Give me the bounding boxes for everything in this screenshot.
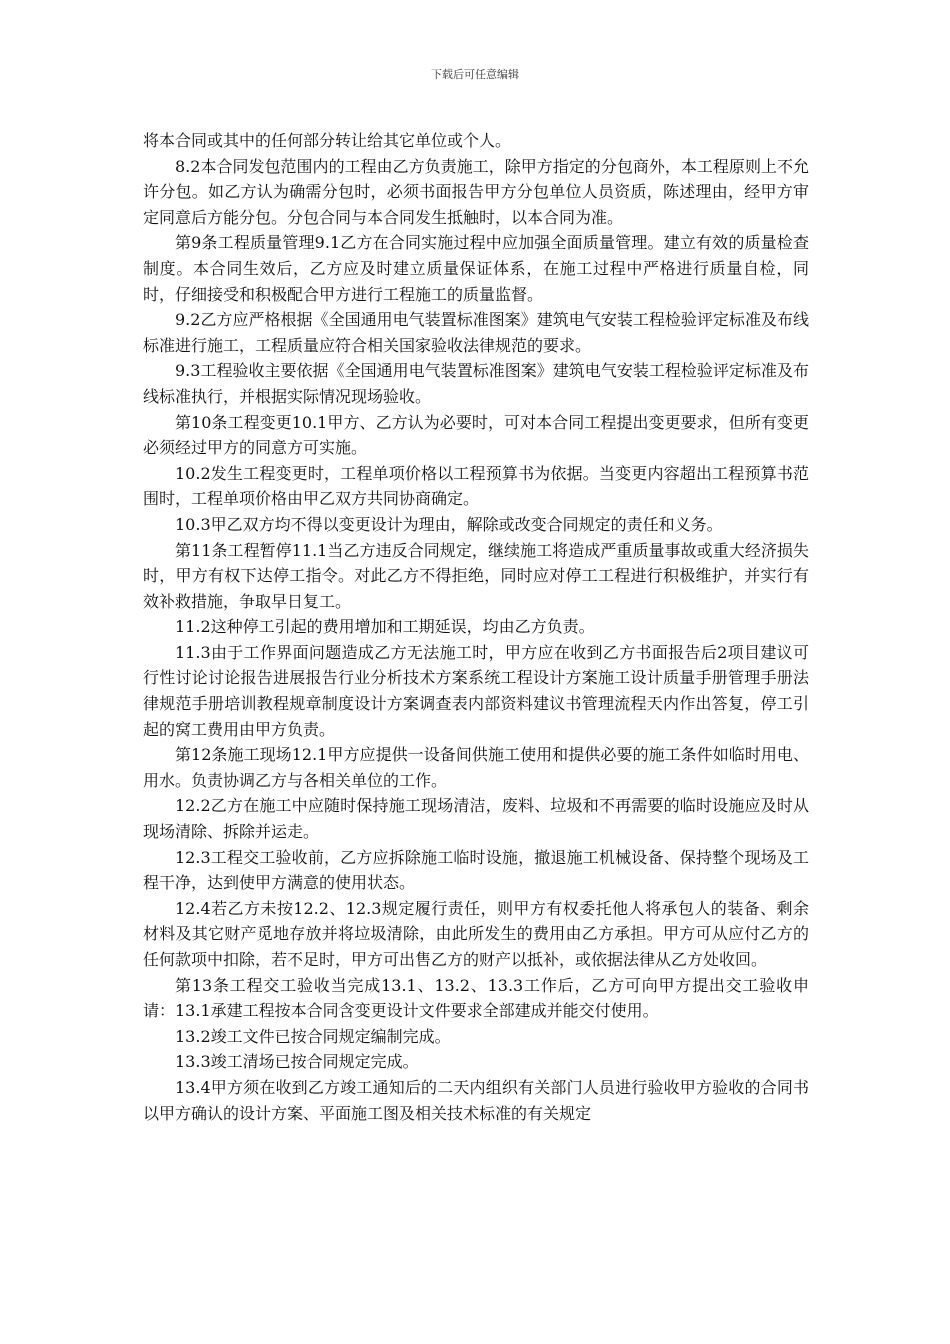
paragraph: 12.2乙方在施工中应随时保持施工现场清洁，废料、垃圾和不再需要的临时设施应及时从现场清除、拆除并运走。 <box>143 796 809 842</box>
paragraph: 第13条工程交工验收当完成13.1、13.2、13.3工作后，乙方可向甲方提出交工验收申请：13.1承建工程按本合同含变更设计文件要求全部建成并能交付使用。 <box>143 975 809 1021</box>
paragraph: 10.2发生工程变更时，工程单项价格以工程预算书为依据。当变更内容超出工程预算书范围时，工程单项价格由甲乙双方共同协商确定。 <box>143 463 809 509</box>
paragraph: 13.4甲方须在收到乙方竣工通知后的二天内组织有关部门人员进行验收甲方验收的合同书以甲方确认的设计方案、平面施工图及相关技术标准的有关规定 <box>143 1077 809 1123</box>
paragraph: 第11条工程暂停11.1当乙方违反合同规定，继续施工将造成严重质量事故或重大经济损失时，甲方有权下达停工指令。对此乙方不得拒绝，同时应对停工工程进行积极维护，并实行有效补救措施，争取早日复工。 <box>143 540 809 611</box>
paragraph: 第10条工程变更10.1甲方、乙方认为必要时，可对本合同工程提出变更要求，但所有变更必须经过甲方的同意方可实施。 <box>143 412 809 458</box>
paragraph: 第9条工程质量管理9.1乙方在合同实施过程中应加强全面质量管理。建立有效的质量检查制度。本合同生效后，乙方应及时建立质量保证体系，在施工过程中严格进行质量自检，同时，仔细接受和积极配合甲方进行工程施工的质量监督。 <box>143 233 809 304</box>
paragraph: 10.3甲乙双方均不得以变更设计为理由，解除或改变合同规定的责任和义务。 <box>175 514 723 534</box>
paragraph: 9.2乙方应严格根据《全国通用电气装置标准图案》建筑电气安装工程检验评定标准及布线标准进行施工，工程质量应符合相关国家验收法律规范的要求。 <box>143 310 809 355</box>
document-body <box>143 128 809 1126</box>
paragraph: 将本合同或其中的任何部分转让给其它单位或个人。 <box>143 131 512 150</box>
paragraph: 13.2竣工文件已按合同规定编制完成。 <box>175 1026 451 1046</box>
paragraph: 9.3工程验收主要依据《全国通用电气装置标准图案》建筑电气安装工程检验评定标准及布线标准执行，并根据实际情况现场验收。 <box>143 361 809 406</box>
paragraph: 第12条施工现场12.1甲方应提供一设备间供施工使用和提供必要的施工条件如临时用电、用水。负责协调乙方与各相关单位的工作。 <box>143 745 809 790</box>
paragraph: 8.2本合同发包范围内的工程由乙方负责施工，除甲方指定的分包商外，本工程原则上不允许分包。如乙方认为确需分包时，必须书面报告甲方分包单位人员资质，陈述理由，经甲方审定同意后方能分包。分包合同与本合同发生抵触时，以本合同为准。 <box>143 156 809 227</box>
page-header: 下载后可任意编辑 <box>431 68 519 81</box>
paragraph: 11.2这种停工引起的费用增加和工期延误，均由乙方负责。 <box>175 617 595 637</box>
paragraph: 12.3工程交工验收前，乙方应拆除施工临时设施，撤退施工机械设备、保持整个现场及工程干净，达到使甲方满意的使用状态。 <box>143 847 809 893</box>
paragraph: 11.3由于工作界面问题造成乙方无法施工时，甲方应在收到乙方书面报告后2项目建议可行性讨论讨论报告进展报告行业分析技术方案系统工程设计方案施工设计质量手册管理手册法律规范手册培训教程规章制度设计方案调查表内部资料建议书管理流程天内作出答复，停工引起的窝工费用由甲方负责。 <box>143 642 809 739</box>
paragraph: 13.3竣工清场已按合同规定完成。 <box>175 1052 419 1072</box>
paragraph: 12.4若乙方未按12.2、12.3规定履行责任，则甲方有权委托他人将承包人的装备、剩余材料及其它财产觅地存放并将垃圾清除，由此所发生的费用由乙方承担。甲方可从应付乙方的任何款项中扣除，若不足时，甲方可出售乙方的财产以抵补，或依据法律从乙方处收回。 <box>143 898 809 969</box>
